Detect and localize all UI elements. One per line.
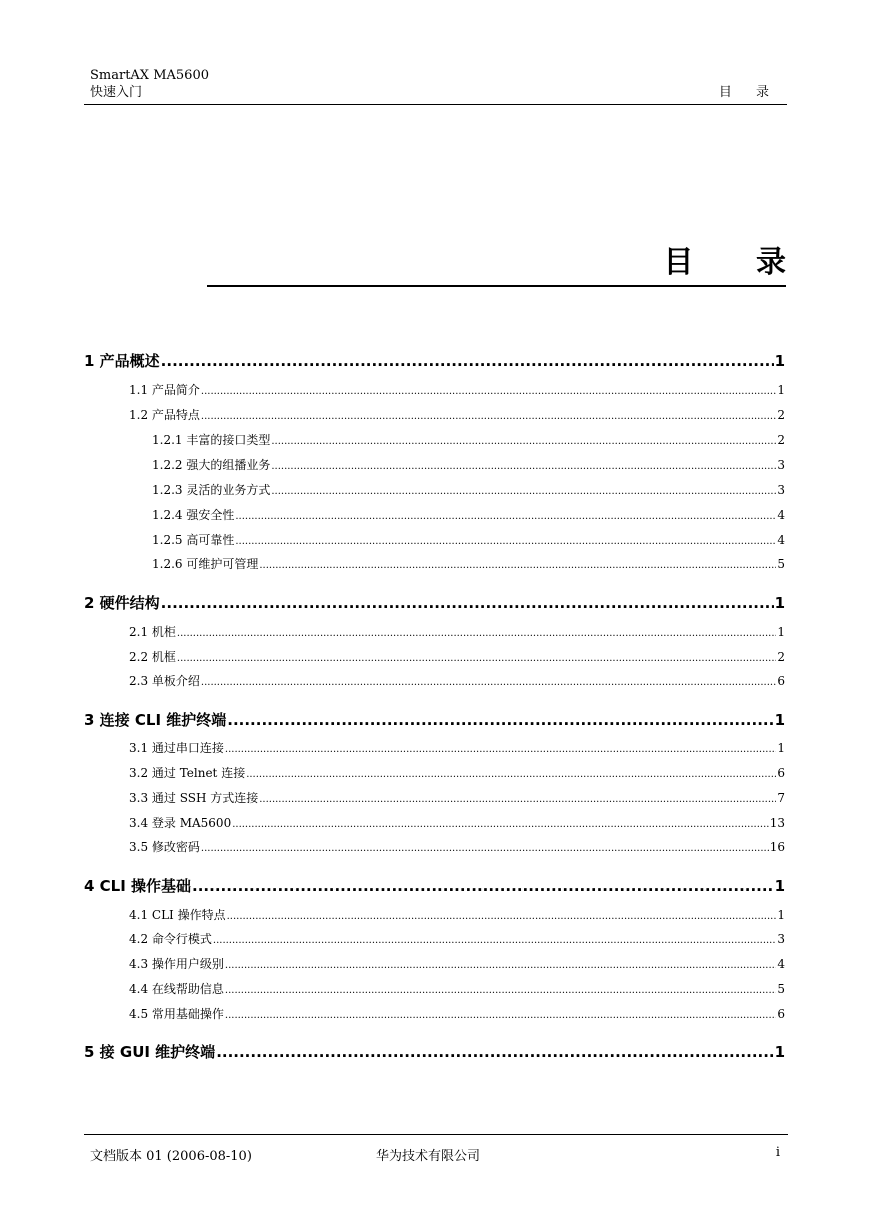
toc-entry-page: 4 xyxy=(777,957,785,971)
header-document-name: 快速入门 xyxy=(90,85,143,100)
toc-entry-label: 1.2.5 高可靠性 xyxy=(152,533,235,547)
toc-leader-dots xyxy=(201,843,769,854)
toc-entry-label: 2.1 机柜 xyxy=(129,625,176,639)
toc-leader-dots xyxy=(216,1043,773,1061)
toc-entry-label: 3.4 登录 MA5600 xyxy=(129,816,232,830)
header-section-name: 目 录 xyxy=(718,85,779,100)
toc-entry-level-2[interactable] xyxy=(129,406,785,423)
toc-entry-label: 1.2.6 可维护可管理 xyxy=(152,557,259,571)
page-title-text: 目 录 xyxy=(663,245,812,280)
toc-entry-label: 4.3 操作用户级别 xyxy=(129,957,224,971)
toc-entry-level-2[interactable] xyxy=(129,955,785,972)
page-header xyxy=(84,68,787,105)
toc-entry-page: 6 xyxy=(777,674,785,688)
toc-entry-label: 2.3 单板介绍 xyxy=(129,674,200,688)
toc-entry-label: 1.2 产品特点 xyxy=(129,408,200,422)
toc-entry-level-2[interactable] xyxy=(129,672,785,689)
toc-leader-dots xyxy=(235,511,776,522)
toc-leader-dots xyxy=(225,744,776,755)
toc-entry-level-3[interactable] xyxy=(152,431,785,448)
page-footer xyxy=(84,1134,788,1165)
toc-leader-dots xyxy=(225,985,776,996)
toc-leader-dots xyxy=(201,677,776,688)
toc-leader-dots xyxy=(227,911,777,922)
toc-leader-dots xyxy=(161,594,774,612)
toc-entry-page: 6 xyxy=(777,766,785,780)
toc-leader-dots xyxy=(259,560,776,571)
toc-entry-level-2[interactable] xyxy=(129,648,785,665)
toc-entry-level-2[interactable] xyxy=(129,789,785,806)
toc-entry-level-1[interactable] xyxy=(84,350,785,371)
toc-entry-page: 1 xyxy=(774,1043,785,1061)
toc-entry-page: 4 xyxy=(777,533,785,547)
toc-entry-level-2[interactable] xyxy=(129,906,785,923)
toc-entry-level-2[interactable] xyxy=(129,930,785,947)
toc-entry-page: 5 xyxy=(777,557,785,571)
toc-entry-level-2[interactable] xyxy=(129,381,785,398)
toc-entry-page: 1 xyxy=(777,625,785,639)
toc-entry-page: 4 xyxy=(777,508,785,522)
toc-entry-level-3[interactable] xyxy=(152,506,785,523)
toc-leader-dots xyxy=(271,461,776,472)
toc-entry-level-2[interactable] xyxy=(129,623,785,640)
toc-entry-level-2[interactable] xyxy=(129,1005,785,1022)
toc-entry-page: 1 xyxy=(777,741,785,755)
toc-entry-label: 1 产品概述 xyxy=(84,352,160,370)
toc-leader-dots xyxy=(201,411,776,422)
toc-entry-label: 3.1 通过串口连接 xyxy=(129,741,224,755)
toc-leader-dots xyxy=(232,819,769,830)
toc-entry-label: 2 硬件结构 xyxy=(84,594,160,612)
toc-entry-label: 1.2.2 强大的组播业务 xyxy=(152,458,271,472)
toc-entry-level-2[interactable] xyxy=(129,739,785,756)
toc-leader-dots xyxy=(177,628,776,639)
header-product-name: SmartAX MA5600 xyxy=(90,68,209,83)
toc-entry-level-2[interactable] xyxy=(129,814,785,831)
toc-leader-dots xyxy=(161,352,774,370)
footer-document-version: 文档版本 01 (2006-08-10) xyxy=(90,1149,252,1164)
toc-entry-page: 3 xyxy=(777,932,785,946)
toc-leader-dots xyxy=(213,935,776,946)
toc-entry-label: 1.2.3 灵活的业务方式 xyxy=(152,483,271,497)
toc-leader-dots xyxy=(246,769,776,780)
toc-entry-label: 3 连接 CLI 维护终端 xyxy=(84,711,227,729)
toc-entry-label: 3.2 通过 Telnet 连接 xyxy=(129,766,246,780)
toc-entry-label: 4.1 CLI 操作特点 xyxy=(129,908,226,922)
toc-entry-label: 4.2 命令行模式 xyxy=(129,932,212,946)
toc-entry-label: 4.4 在线帮助信息 xyxy=(129,982,224,996)
page-title xyxy=(207,243,812,287)
toc-leader-dots xyxy=(227,711,773,729)
toc-leader-dots xyxy=(235,536,776,547)
toc-entry-page: 13 xyxy=(769,816,785,830)
toc-leader-dots xyxy=(192,877,774,895)
toc-entry-level-3[interactable] xyxy=(152,481,785,498)
toc-entry-level-1[interactable] xyxy=(84,592,785,613)
toc-entry-label: 1.2.4 强安全性 xyxy=(152,508,235,522)
toc-entry-page: 3 xyxy=(777,483,785,497)
toc-entry-level-3[interactable] xyxy=(152,531,785,548)
toc-entry-level-2[interactable] xyxy=(129,980,785,997)
toc-entry-page: 3 xyxy=(777,458,785,472)
footer-page-number: i xyxy=(775,1145,780,1160)
toc-entry-label: 2.2 机框 xyxy=(129,650,176,664)
toc-entry-page: 1 xyxy=(777,908,785,922)
toc-entry-page: 1 xyxy=(774,711,785,729)
toc-entry-page: 1 xyxy=(774,877,785,895)
toc-leader-dots xyxy=(225,960,776,971)
toc-entry-level-2[interactable] xyxy=(129,838,785,855)
toc-leader-dots xyxy=(225,1010,776,1021)
toc-leader-dots xyxy=(271,486,776,497)
toc-entry-label: 3.5 修改密码 xyxy=(129,840,200,854)
toc-entry-page: 6 xyxy=(777,1007,785,1021)
toc-entry-page: 2 xyxy=(777,650,785,664)
toc-entry-page: 1 xyxy=(777,383,785,397)
toc-entry-page: 16 xyxy=(769,840,785,854)
toc-entry-level-1[interactable] xyxy=(84,1041,785,1062)
toc-entry-page: 7 xyxy=(777,791,785,805)
toc-entry-page: 5 xyxy=(777,982,785,996)
toc-entry-level-2[interactable] xyxy=(129,764,785,781)
toc-entry-page: 2 xyxy=(777,408,785,422)
toc-entry-level-3[interactable] xyxy=(152,456,785,473)
toc-leader-dots xyxy=(201,386,776,397)
footer-company: 华为技术有限公司 xyxy=(376,1149,481,1164)
toc-entry-label: 1.1 产品简介 xyxy=(129,383,200,397)
toc-leader-dots xyxy=(177,653,776,664)
toc-leader-dots xyxy=(259,794,776,805)
toc-entry-label: 1.2.1 丰富的接口类型 xyxy=(152,433,271,447)
toc-entry-label: 4 CLI 操作基础 xyxy=(84,877,192,895)
toc-entry-label: 4.5 常用基础操作 xyxy=(129,1007,224,1021)
toc-entry-label: 3.3 通过 SSH 方式连接 xyxy=(129,791,259,805)
toc-entry-level-1[interactable] xyxy=(84,875,785,896)
toc-entry-label: 5 接 GUI 维护终端 xyxy=(84,1043,216,1061)
toc-entry-level-3[interactable] xyxy=(152,555,785,572)
toc-entry-level-1[interactable] xyxy=(84,709,785,730)
toc-entry-page: 2 xyxy=(777,433,785,447)
toc-leader-dots xyxy=(271,436,776,447)
toc-entry-page: 1 xyxy=(774,352,785,370)
toc-entry-page: 1 xyxy=(774,594,785,612)
